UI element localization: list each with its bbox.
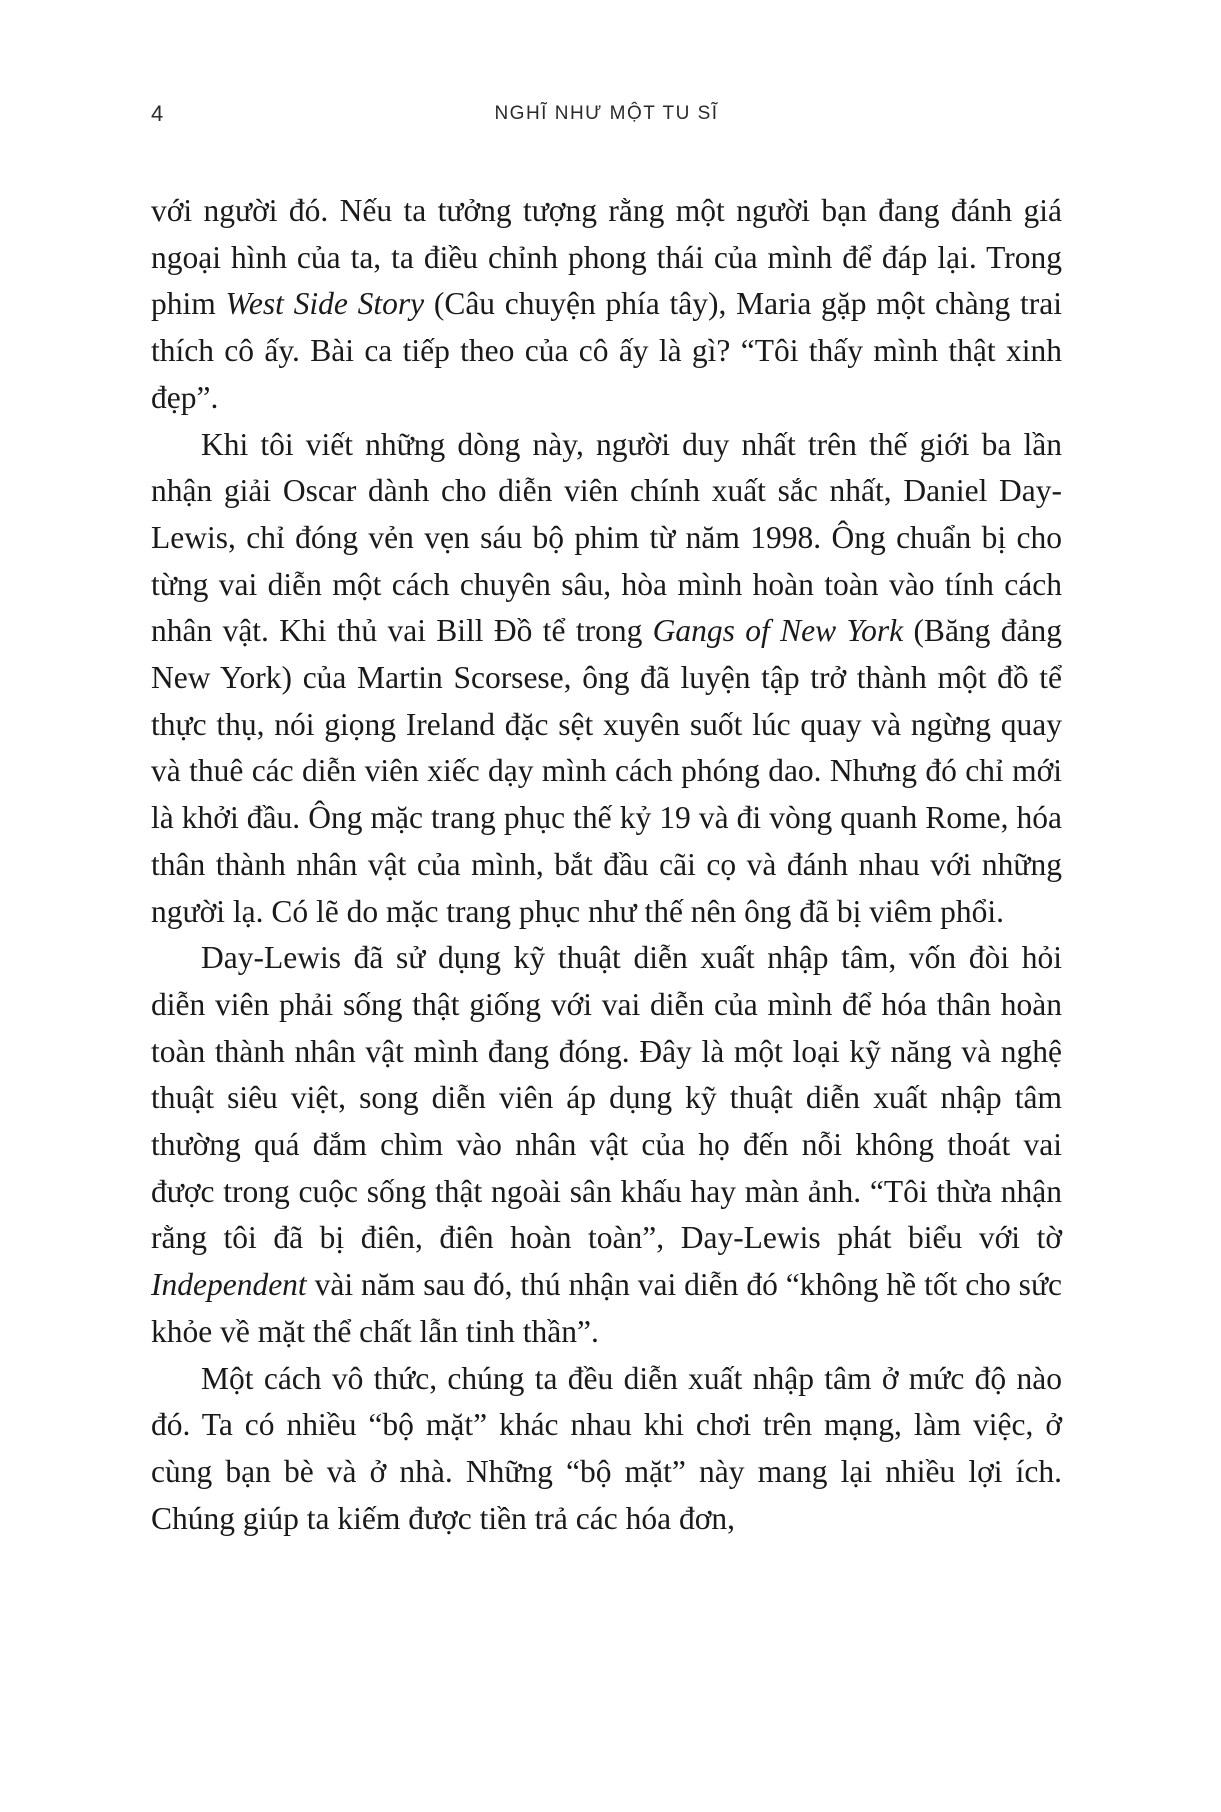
text-segment: Một cách vô thức, chúng ta đều diễn xuất nhập tâm ở mức độ nào đó. Ta có nhiều “bộ mặt” khác nhau khi chơi trên mạng, làm việc, ở cùng bạn bè và ở nhà. Những “bộ mặt” này mang lại nhiều lợi ích. Chúng giúp ta kiếm được tiền trả các hóa đơn, (151, 1360, 1062, 1536)
text-segment: (Băng đảng New York) của Martin Scorsese, ông đã luyện tập trở thành một đồ tể thực thụ, nói giọng Ireland đặc sệt xuyên suốt lúc quay và ngừng quay và thuê các diễn viên xiếc dạy mình cách phóng dao. Nhưng đó chỉ mới là khởi đầu. Ông mặc trang phục thế kỷ 19 và đi vòng quanh Rome, hóa thân thành nhân vật của mình, bắt đầu cãi cọ và đánh nhau với những người lạ. Có lẽ do mặc trang phục như thế nên ông đã bị viêm phổi. (151, 613, 1062, 929)
film-title-italic: West Side Story (225, 286, 425, 322)
text-segment: (Câu chuyện phía tây), Maria gặp một chàng trai thích cô ấy. Bài ca tiếp theo của cô ấy là gì? “Tôi thấy mình thật xinh đẹp”. (151, 286, 1062, 415)
text-segment: với người đó. Nếu ta tưởng tượng rằng một người bạn đang đánh giá ngoại hình của ta, ta điều chỉnh phong thái của mình để đáp lại. Trong phim (151, 193, 1062, 322)
book-title: NGHĨ NHƯ MỘT TU SĨ (494, 103, 719, 124)
text-segment: Day-Lewis đã sử dụng kỹ thuật diễn xuất nhập tâm, vốn đòi hỏi diễn viên phải sống thật giống với vai diễn của mình để hóa thân hoàn toàn thành nhân vật mình đang đóng. Đây là một loại kỹ năng và nghệ thuật siêu việt, song diễn viên áp dụng kỹ thuật diễn xuất nhập tâm thường quá đắm chìm vào nhân vật của họ đến nỗi không thoát vai được trong cuộc sống thật ngoài sân khấu hay màn ảnh. “Tôi thừa nhận rằng tôi đã bị điên, điên hoàn toàn”, Day-Lewis phát biểu với tờ (151, 940, 1062, 1256)
text-segment: vài năm sau đó, thú nhận vai diễn đó “không hề tốt cho sức khỏe về mặt thể chất lẫn tinh thần”. (151, 1267, 1062, 1349)
text-segment: Khi tôi viết những dòng này, người duy nhất trên thế giới ba lần nhận giải Oscar dành cho diễn viên chính xuất sắc nhất, Daniel Day-Lewis, chỉ đóng vẻn vẹn sáu bộ phim từ năm 1998. Ông chuẩn bị cho từng vai diễn một cách chuyên sâu, hòa mình hoàn toàn vào tính cách nhân vật. Khi thủ vai Bill Đồ tể trong (151, 426, 1062, 649)
paragraph-3 (151, 935, 1062, 1355)
paragraph-4 (151, 1356, 1062, 1543)
body-text (151, 188, 1062, 1542)
paragraph-1 (151, 188, 1062, 422)
film-title-italic: Gangs of New York (652, 613, 904, 649)
paragraph-2 (151, 422, 1062, 936)
newspaper-title-italic: Independent (151, 1267, 307, 1303)
page-number: 4 (151, 101, 164, 126)
running-head (151, 101, 1062, 131)
